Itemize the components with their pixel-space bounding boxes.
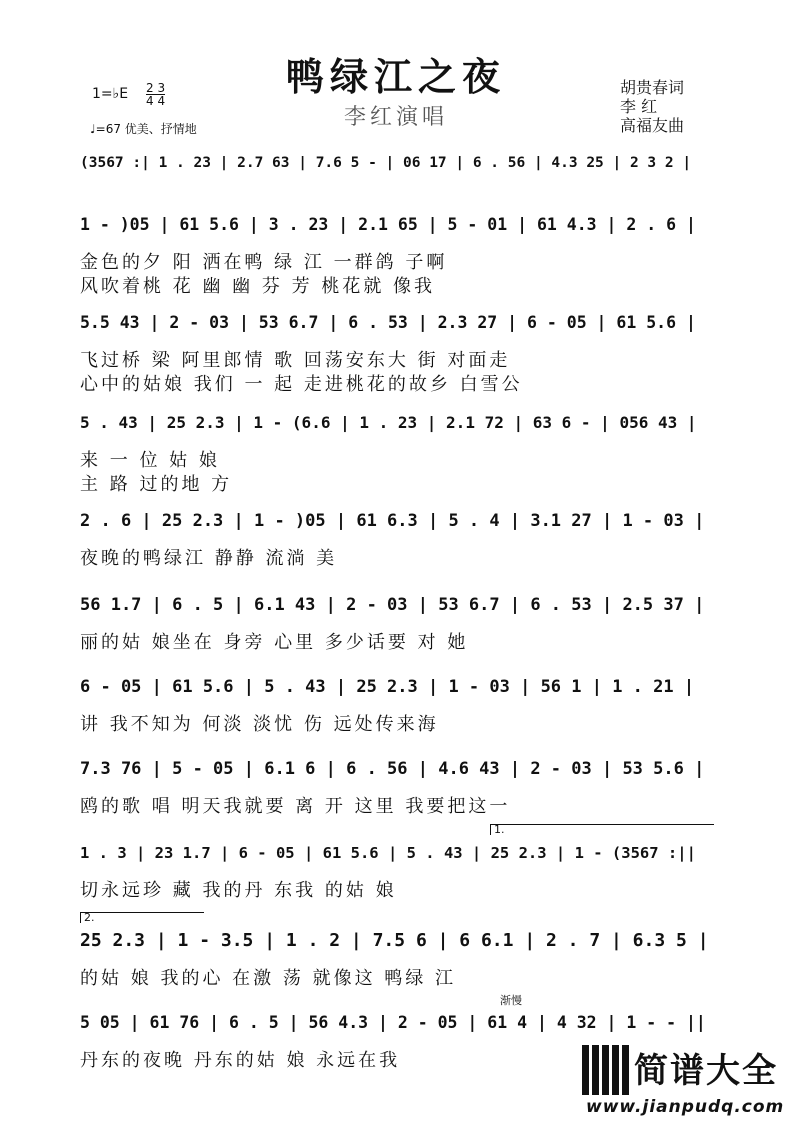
logo-url: www.jianpudq.com <box>586 1097 785 1117</box>
volta-bracket: 2. <box>80 912 204 923</box>
composer: 高福友曲 <box>620 116 685 135</box>
notation-line: (3567 :| 1 . 23 | 2.7 63 | 7.6 5 - | 06 17 | 6 . 56 | 4.3 25 | 2 3 2 | <box>80 155 692 171</box>
tempo-marking: ♩=67 优美、抒情地 <box>90 122 197 136</box>
composer-credits <box>620 78 684 135</box>
lyric-line: 丹东的夜晚 丹东的姑 娘 永远在我 <box>80 1050 401 1071</box>
lyric-line: 主 路 过的地 方 <box>80 474 233 495</box>
notation-line: 2 . 6 | 25 2.3 | 1 - )05 | 61 6.3 | 5 . 4 | 3.1 27 | 1 - 03 | <box>80 511 705 531</box>
score-system <box>80 308 710 398</box>
notation-line: 1 - )05 | 61 5.6 | 3 . 23 | 2.1 65 | 5 - 01 | 61 4.3 | 2 . 6 | <box>80 215 696 234</box>
lyric-line: 切永远珍 藏 我的丹 东我 的姑 娘 <box>80 880 397 901</box>
lyric-line: 金色的夕 阳 洒在鸭 绿 江 一群鸽 子啊 <box>80 252 448 273</box>
score-system <box>80 506 710 596</box>
lyric-line: 丽的姑 娘坐在 身旁 心里 多少话要 对 她 <box>80 632 469 653</box>
lyricist: 胡贵春词 <box>620 78 685 97</box>
score-system <box>80 210 710 300</box>
score-system <box>80 672 710 762</box>
logo-text: 简谱大全 <box>634 1051 778 1091</box>
notation-line: 5 . 43 | 25 2.3 | 1 - (6.6 | 1 . 23 | 2.1 72 | 63 6 - | 056 43 | <box>80 413 697 432</box>
time-signature <box>146 82 165 107</box>
meter-top: 2 3 <box>146 81 166 95</box>
ritardando-marking: 渐慢 <box>500 994 522 1007</box>
score-system <box>80 408 710 498</box>
key-signature: 1=♭E <box>92 86 129 102</box>
score-system <box>80 590 710 680</box>
lyric-line: 鸥的歌 唱 明天我就要 离 开 这里 我要把这一 <box>80 796 511 817</box>
notation-line: 5 05 | 61 76 | 6 . 5 | 56 4.3 | 2 - 05 | 61 4 | 4 32 | 1 - - || <box>80 1013 706 1032</box>
notation-line: 25 2.3 | 1 - 3.5 | 1 . 2 | 7.5 6 | 6 6.1 | 2 . 7 | 6.3 5 | <box>80 930 709 951</box>
notation-line: 1 . 3 | 23 1.7 | 6 - 05 | 61 5.6 | 5 . 43 | 25 2.3 | 1 - (3567 :|| <box>80 844 696 862</box>
notation-line: 56 1.7 | 6 . 5 | 6.1 43 | 2 - 03 | 53 6.7 | 6 . 53 | 2.5 37 | <box>80 595 705 615</box>
lyric-line: 的姑 娘 我的心 在激 荡 就像这 鸭绿 江 <box>80 968 457 989</box>
lyric-line: 夜晚的鸭绿江 静静 流淌 美 <box>80 548 338 569</box>
notation-line: 5.5 43 | 2 - 03 | 53 6.7 | 6 . 53 | 2.3 27 | 6 - 05 | 61 5.6 | <box>80 313 696 332</box>
piano-icon <box>580 1045 628 1095</box>
score-system <box>80 911 710 1016</box>
volta-bracket: 1. <box>490 824 714 835</box>
lyric-line: 讲 我不知为 何淡 淡忧 伤 远处传来海 <box>80 714 439 735</box>
singer-credit: 李红演唱 <box>343 105 448 130</box>
song-title: 鸭绿江之夜 <box>285 54 506 99</box>
notation-line: 7.3 76 | 5 - 05 | 6.1 6 | 6 . 56 | 4.6 43 | 2 - 03 | 53 5.6 | <box>80 759 705 779</box>
lyric-line: 来 一 位 姑 娘 <box>80 450 220 471</box>
lyric-line: 飞过桥 梁 阿里郎情 歌 回荡安东大 街 对面走 <box>80 350 511 371</box>
site-logo <box>580 1045 790 1117</box>
lyricist-2: 李 红 <box>620 97 658 116</box>
meter-bottom: 4 4 <box>146 94 166 108</box>
notation-line: 6 - 05 | 61 5.6 | 5 . 43 | 25 2.3 | 1 - 03 | 56 1 | 1 . 21 | <box>80 677 695 697</box>
lyric-line: 风吹着桃 花 幽 幽 芬 芳 桃花就 像我 <box>80 276 436 297</box>
lyric-line: 心中的姑娘 我们 一 起 走进桃花的故乡 白雪公 <box>80 374 523 395</box>
